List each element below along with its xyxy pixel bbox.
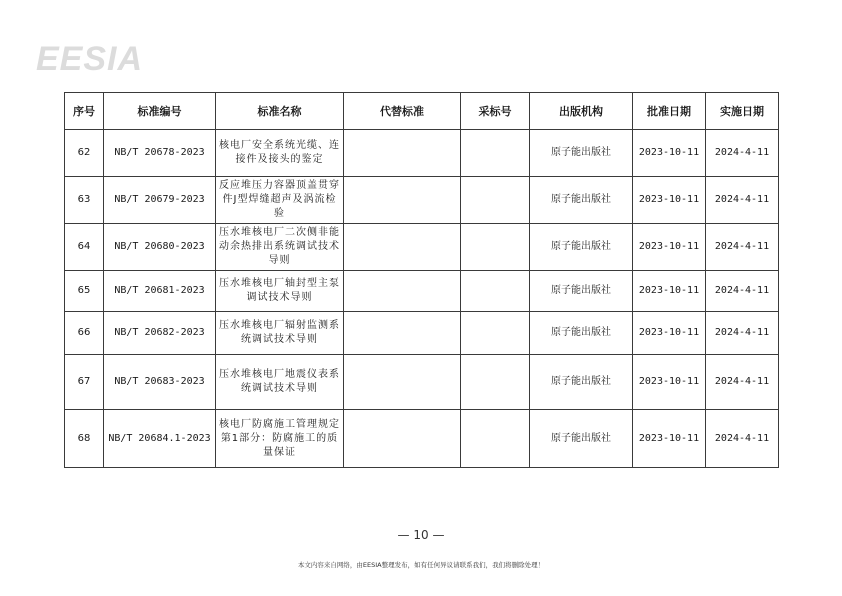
header-name: 标准名称: [216, 93, 344, 130]
cell-code: NB/T 20678-2023: [104, 130, 216, 177]
cell-replace: [344, 130, 461, 177]
cell-replace: [344, 224, 461, 271]
cell-name: 核电厂防腐施工管理规定 第1部分：防腐施工的质量保证: [216, 410, 344, 468]
cell-no: 62: [65, 130, 104, 177]
cell-replace: [344, 271, 461, 312]
cell-no: 63: [65, 177, 104, 224]
cell-code: NB/T 20683-2023: [104, 355, 216, 410]
cell-name: 压水堆核电厂辐射监测系统调试技术导则: [216, 312, 344, 355]
cell-replace: [344, 410, 461, 468]
cell-adopt: [461, 355, 530, 410]
cell-no: 68: [65, 410, 104, 468]
cell-approved: 2023-10-11: [633, 130, 706, 177]
cell-publisher: 原子能出版社: [530, 177, 633, 224]
table-row: [65, 224, 779, 271]
footer-disclaimer: 本文内容来自网络，由EESIA整理发布，如有任何异议请联系我们，我们将删除处理！: [297, 561, 545, 569]
header-replace: 代替标准: [344, 93, 461, 130]
cell-code: NB/T 20684.1-2023: [104, 410, 216, 468]
cell-publisher: 原子能出版社: [530, 224, 633, 271]
cell-code: NB/T 20681-2023: [104, 271, 216, 312]
table-row: [65, 177, 779, 224]
cell-name: 压水堆核电厂二次侧非能动余热排出系统调试技术导则: [216, 224, 344, 271]
cell-replace: [344, 355, 461, 410]
cell-approved: 2023-10-11: [633, 410, 706, 468]
header-effective: 实施日期: [706, 93, 779, 130]
cell-publisher: 原子能出版社: [530, 355, 633, 410]
cell-effective: 2024-4-11: [706, 224, 779, 271]
cell-effective: 2024-4-11: [706, 130, 779, 177]
cell-approved: 2023-10-11: [633, 271, 706, 312]
table-row: [65, 355, 779, 410]
header-row: [65, 93, 779, 130]
cell-code: NB/T 20682-2023: [104, 312, 216, 355]
cell-adopt: [461, 410, 530, 468]
cell-adopt: [461, 130, 530, 177]
cell-replace: [344, 312, 461, 355]
table-row: [65, 410, 779, 468]
table-row: [65, 130, 779, 177]
cell-approved: 2023-10-11: [633, 177, 706, 224]
cell-approved: 2023-10-11: [633, 355, 706, 410]
cell-no: 65: [65, 271, 104, 312]
cell-replace: [344, 177, 461, 224]
cell-effective: 2024-4-11: [706, 312, 779, 355]
cell-name: 核电厂安全系统光缆、连接件及接头的鉴定: [216, 130, 344, 177]
cell-effective: 2024-4-11: [706, 271, 779, 312]
cell-approved: 2023-10-11: [633, 312, 706, 355]
cell-code: NB/T 20679-2023: [104, 177, 216, 224]
cell-no: 67: [65, 355, 104, 410]
cell-adopt: [461, 312, 530, 355]
cell-publisher: 原子能出版社: [530, 271, 633, 312]
cell-no: 66: [65, 312, 104, 355]
cell-adopt: [461, 177, 530, 224]
cell-adopt: [461, 224, 530, 271]
header-publisher: 出版机构: [530, 93, 633, 130]
cell-no: 64: [65, 224, 104, 271]
cell-adopt: [461, 271, 530, 312]
header-no: 序号: [65, 93, 104, 130]
cell-publisher: 原子能出版社: [530, 312, 633, 355]
cell-effective: 2024-4-11: [706, 177, 779, 224]
cell-effective: 2024-4-11: [706, 355, 779, 410]
cell-approved: 2023-10-11: [633, 224, 706, 271]
standards-table: [64, 92, 779, 468]
cell-publisher: 原子能出版社: [530, 410, 633, 468]
header-code: 标准编号: [104, 93, 216, 130]
cell-name: 压水堆核电厂地震仪表系统调试技术导则: [216, 355, 344, 410]
table-row: [65, 271, 779, 312]
cell-publisher: 原子能出版社: [530, 130, 633, 177]
cell-code: NB/T 20680-2023: [104, 224, 216, 271]
page-number: — 10 —: [397, 528, 445, 542]
header-approved: 批准日期: [633, 93, 706, 130]
cell-name: 压水堆核电厂轴封型主泵调试技术导则: [216, 271, 344, 312]
cell-name: 反应堆压力容器顶盖贯穿件J型焊缝超声及涡流检验: [216, 177, 344, 224]
header-adopt: 采标号: [461, 93, 530, 130]
eesia-logo: EESIA: [36, 40, 144, 78]
table-row: [65, 312, 779, 355]
cell-effective: 2024-4-11: [706, 410, 779, 468]
